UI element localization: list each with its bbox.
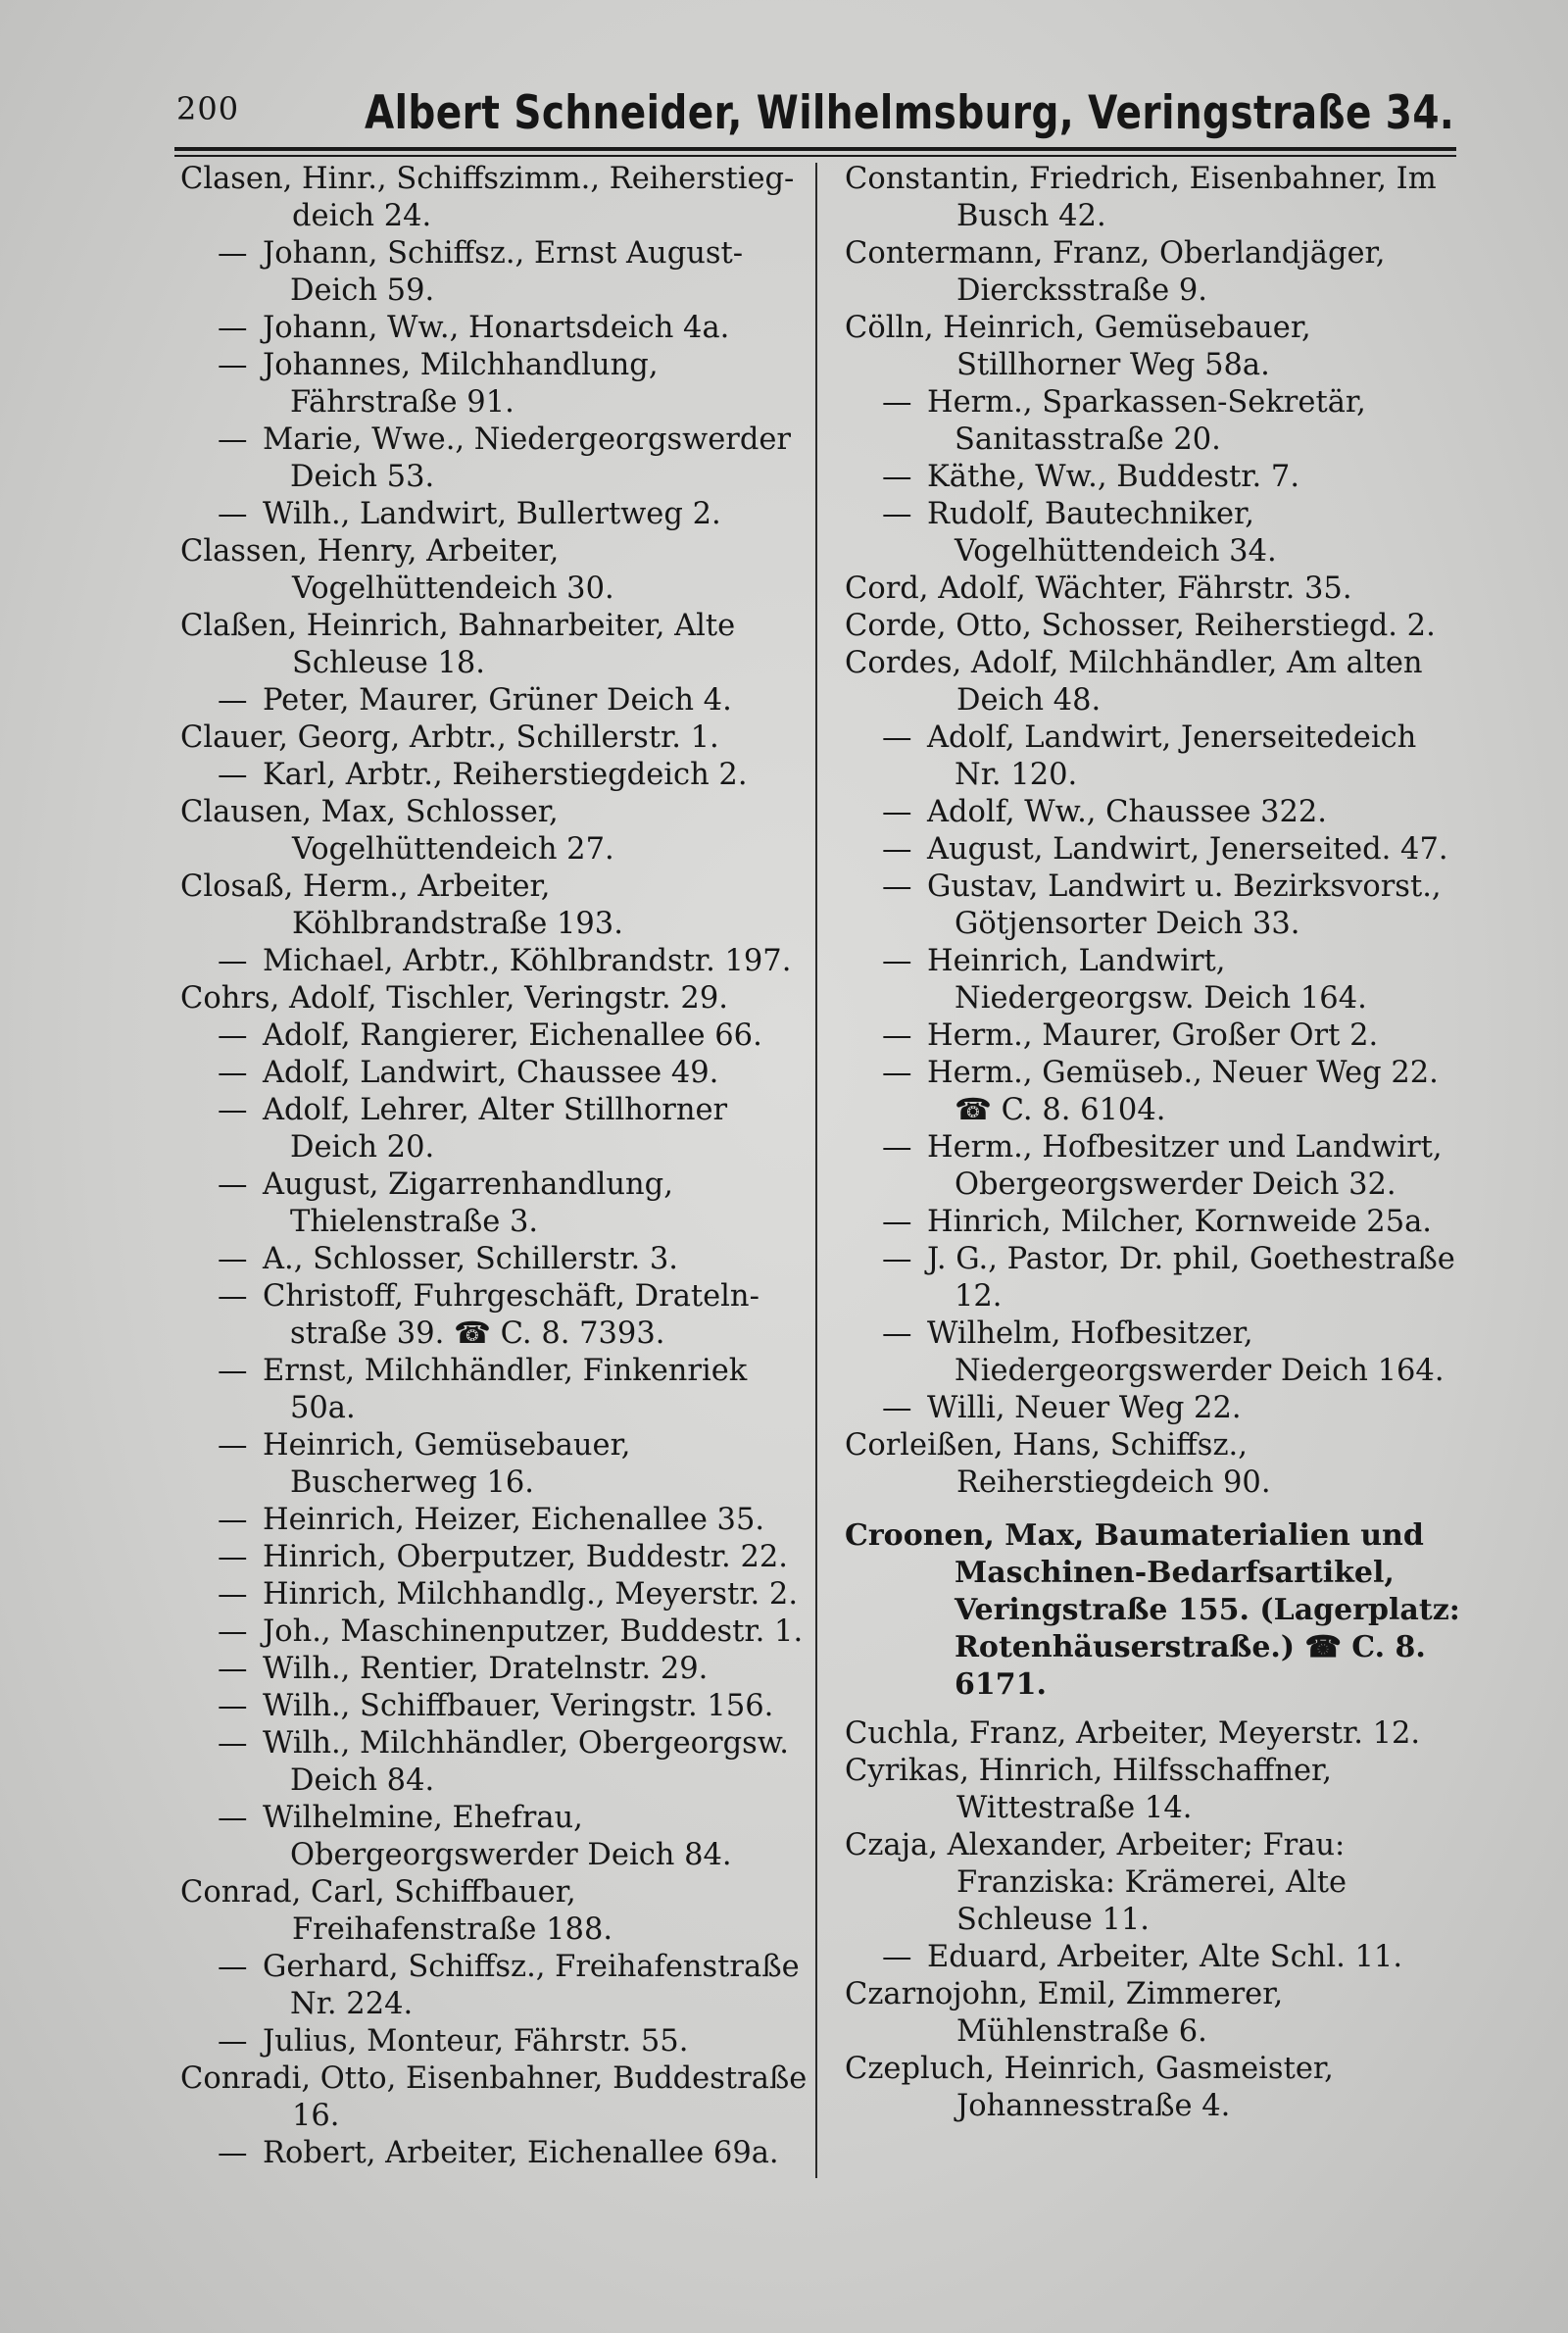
directory-subentry bbox=[180, 310, 808, 347]
directory-entry bbox=[845, 2051, 1462, 2125]
directory-subentry bbox=[180, 943, 808, 980]
entry-text: Christoff, Fuhrgeschäft, Drateln-straße 39. ☎ C. 8. 7393. bbox=[263, 1279, 760, 1351]
ditto-dash: — bbox=[882, 1056, 912, 1090]
ditto-dash: — bbox=[882, 720, 912, 755]
directory-entry bbox=[845, 161, 1462, 235]
ditto-dash: — bbox=[218, 1689, 248, 1723]
directory-subentry bbox=[180, 1949, 808, 2023]
directory-subentry bbox=[180, 682, 808, 720]
ditto-dash: — bbox=[218, 2024, 248, 2059]
directory-advert-entry bbox=[845, 1517, 1462, 1704]
entry-text: Joh., Maschinenputzer, Buddestr. 1. bbox=[263, 1614, 804, 1649]
ditto-dash: — bbox=[882, 460, 912, 494]
directory-subentry bbox=[180, 422, 808, 496]
directory-subentry bbox=[180, 2023, 808, 2060]
entry-text: Gerhard, Schiffsz., Freihafenstraße Nr. 224. bbox=[263, 1950, 800, 2021]
entry-text: Eduard, Arbeiter, Alte Schl. 11. bbox=[927, 1940, 1403, 1974]
ditto-dash: — bbox=[882, 1242, 912, 1276]
directory-subentry bbox=[845, 1315, 1462, 1390]
directory-subentry bbox=[845, 869, 1462, 943]
entry-text: Adolf, Landwirt, Chaussee 49. bbox=[263, 1056, 719, 1090]
ditto-dash: — bbox=[882, 1018, 912, 1053]
directory-entry bbox=[180, 980, 808, 1018]
ditto-dash: — bbox=[218, 1354, 248, 1388]
entry-text: Adolf, Ww., Chaussee 322. bbox=[927, 795, 1327, 829]
directory-subentry bbox=[845, 720, 1462, 794]
directory-subentry bbox=[180, 757, 808, 794]
entry-text: Cohrs, Adolf, Tischler, Veringstr. 29. bbox=[180, 981, 728, 1016]
entry-text: Classen, Henry, Arbeiter, Vogelhüttendeich 30. bbox=[180, 534, 614, 606]
ditto-dash: — bbox=[218, 1801, 248, 1835]
directory-subentry bbox=[845, 384, 1462, 459]
directory-subentry bbox=[845, 1939, 1462, 1976]
ditto-dash: — bbox=[882, 1391, 912, 1425]
directory-entry bbox=[180, 869, 808, 943]
entry-text: Cölln, Heinrich, Gemüsebauer, Stillhorner Weg 58a. bbox=[845, 311, 1311, 382]
entry-text: Johannes, Milchhandlung, Fährstraße 91. bbox=[263, 348, 659, 420]
entry-text: Adolf, Rangierer, Eichenallee 66. bbox=[263, 1018, 762, 1053]
directory-subentry bbox=[180, 1166, 808, 1241]
directory-entry bbox=[180, 161, 808, 235]
entry-text: Herm., Sparkassen-Sekretär, Sanitasstraße 20. bbox=[927, 385, 1366, 457]
entry-text: Wilh., Landwirt, Bullertweg 2. bbox=[263, 497, 721, 531]
directory-subentry bbox=[845, 1018, 1462, 1055]
ditto-dash: — bbox=[218, 1540, 248, 1574]
ditto-dash: — bbox=[882, 497, 912, 531]
entry-text: Heinrich, Heizer, Eichenallee 35. bbox=[263, 1503, 765, 1537]
directory-entry bbox=[845, 310, 1462, 384]
entry-text: Hinrich, Milcher, Kornweide 25a. bbox=[927, 1205, 1433, 1239]
directory-subentry bbox=[845, 1129, 1462, 1204]
ditto-dash: — bbox=[218, 758, 248, 792]
ditto-dash: — bbox=[882, 795, 912, 829]
directory-subentry bbox=[180, 1539, 808, 1576]
entry-text: Hinrich, Oberputzer, Buddestr. 22. bbox=[263, 1540, 788, 1574]
entry-text: Ernst, Milchhändler, Finkenriek 50a. bbox=[263, 1354, 748, 1425]
ditto-dash: — bbox=[218, 1428, 248, 1463]
entry-text: Adolf, Lehrer, Alter Stillhorner Deich 20. bbox=[263, 1093, 728, 1165]
entry-text: Czaja, Alexander, Arbeiter; Frau: Franziska: Krämerei, Alte Schleuse 11. bbox=[845, 1828, 1348, 1937]
entry-text: Peter, Maurer, Grüner Deich 4. bbox=[263, 683, 732, 718]
entry-text: Croonen, Max, Baumaterialien und Maschinen-Bedarfsartikel, Veringstraße 155. (Lagerplatz: Rotenhäuserstraße.) ☎ C. 8. 6171. bbox=[845, 1518, 1460, 1702]
directory-entry bbox=[845, 571, 1462, 608]
directory-subentry bbox=[845, 794, 1462, 831]
directory-entry bbox=[845, 1827, 1462, 1939]
ditto-dash: — bbox=[218, 1056, 248, 1090]
entry-text: Wilh., Rentier, Dratelnstr. 29. bbox=[263, 1652, 709, 1686]
directory-subentry bbox=[180, 1576, 808, 1613]
entry-text: Wilh., Schiffbauer, Veringstr. 156. bbox=[263, 1689, 774, 1723]
ditto-dash: — bbox=[882, 944, 912, 978]
directory-subentry bbox=[180, 235, 808, 310]
ditto-dash: — bbox=[882, 1316, 912, 1351]
directory-subentry bbox=[845, 1204, 1462, 1241]
entry-text: Cordes, Adolf, Milchhändler, Am alten Deich 48. bbox=[845, 646, 1423, 718]
entry-text: Cord, Adolf, Wächter, Fährstr. 35. bbox=[845, 571, 1352, 606]
entry-text: Czarnojohn, Emil, Zimmerer, Mühlenstraße 6. bbox=[845, 1977, 1284, 2049]
directory-subentry bbox=[180, 347, 808, 422]
entry-text: Adolf, Landwirt, Jenerseitedeich Nr. 120. bbox=[927, 720, 1417, 792]
entry-text: Rudolf, Bautechniker, Vogelhüttendeich 34. bbox=[927, 497, 1277, 569]
entry-text: Willi, Neuer Weg 22. bbox=[927, 1391, 1242, 1425]
directory-subentry bbox=[180, 1688, 808, 1725]
entry-text: Michael, Arbtr., Köhlbrandstr. 197. bbox=[263, 944, 792, 978]
directory-subentry bbox=[180, 1502, 808, 1539]
directory-subentry bbox=[180, 1278, 808, 1353]
entry-text: Käthe, Ww., Buddestr. 7. bbox=[927, 460, 1300, 494]
directory-subentry bbox=[845, 496, 1462, 571]
entry-text: Cyrikas, Hinrich, Hilfsschaffner, Wittestraße 14. bbox=[845, 1754, 1332, 1825]
directory-subentry bbox=[845, 943, 1462, 1018]
entry-text: Czepluch, Heinrich, Gasmeister, Johannesstraße 4. bbox=[845, 2052, 1334, 2123]
entry-text: Conradi, Otto, Eisenbahner, Buddestraße 16. bbox=[180, 2061, 808, 2133]
entry-text: Corleißen, Hans, Schiffsz., Reiherstiegdeich 90. bbox=[845, 1428, 1271, 1500]
ditto-dash: — bbox=[882, 869, 912, 904]
entry-text: Wilh., Milchhändler, Obergeorgsw. Deich 84. bbox=[263, 1726, 789, 1798]
directory-subentry bbox=[180, 1800, 808, 1874]
directory-subentry bbox=[180, 1055, 808, 1092]
ditto-dash: — bbox=[218, 311, 248, 345]
right-column bbox=[845, 161, 1462, 2125]
entry-text: Herm., Maurer, Großer Ort 2. bbox=[927, 1018, 1379, 1053]
ditto-dash: — bbox=[218, 1503, 248, 1537]
entry-text: Conrad, Carl, Schiffbauer, Freihafenstraße 188. bbox=[180, 1875, 613, 1947]
entry-text: J. G., Pastor, Dr. phil, Goethestraße 12. bbox=[927, 1242, 1455, 1314]
entry-text: Julius, Monteur, Fährstr. 55. bbox=[263, 2024, 689, 2059]
ditto-dash: — bbox=[218, 1279, 248, 1314]
ditto-dash: — bbox=[218, 1950, 248, 1984]
entry-text: Claßen, Heinrich, Bahnarbeiter, Alte Schleuse 18. bbox=[180, 609, 736, 680]
ditto-dash: — bbox=[218, 1093, 248, 1127]
ditto-dash: — bbox=[218, 1018, 248, 1053]
entry-text: Heinrich, Gemüsebauer, Buscherweg 16. bbox=[263, 1428, 631, 1500]
directory-subentry bbox=[180, 1725, 808, 1800]
directory-entry bbox=[180, 1874, 808, 1949]
entry-text: Heinrich, Landwirt, Niedergeorgsw. Deich 164. bbox=[927, 944, 1367, 1016]
entry-text: Contermann, Franz, Oberlandjäger, Diercksstraße 9. bbox=[845, 236, 1386, 308]
entry-text: Closaß, Herm., Arbeiter, Köhlbrandstraße 193. bbox=[180, 869, 623, 941]
directory-entry bbox=[845, 645, 1462, 720]
ditto-dash: — bbox=[218, 1242, 248, 1276]
directory-entry bbox=[845, 1753, 1462, 1827]
directory-entry bbox=[180, 533, 808, 608]
directory-subentry bbox=[180, 1613, 808, 1651]
entry-text: Herm., Hofbesitzer und Landwirt, Obergeorgswerder Deich 32. bbox=[927, 1130, 1443, 1202]
ditto-dash: — bbox=[218, 497, 248, 531]
entry-text: Johann, Schiffsz., Ernst August-Deich 59. bbox=[263, 236, 744, 308]
ditto-dash: — bbox=[882, 1130, 912, 1165]
header-rule-thin bbox=[174, 155, 1456, 157]
directory-subentry bbox=[845, 1390, 1462, 1427]
directory-subentry bbox=[180, 1241, 808, 1278]
directory-entry bbox=[180, 608, 808, 682]
entry-text: Cuchla, Franz, Arbeiter, Meyerstr. 12. bbox=[845, 1716, 1421, 1751]
ditto-dash: — bbox=[882, 1205, 912, 1239]
directory-entry bbox=[845, 608, 1462, 645]
header-rule-thick bbox=[174, 147, 1456, 151]
ditto-dash: — bbox=[218, 348, 248, 382]
ditto-dash: — bbox=[882, 385, 912, 420]
entry-text: Johann, Ww., Honartsdeich 4a. bbox=[263, 311, 730, 345]
ditto-dash: — bbox=[218, 683, 248, 718]
ditto-dash: — bbox=[218, 1577, 248, 1612]
directory-subentry bbox=[180, 496, 808, 533]
entry-text: Clausen, Max, Schlosser, Vogelhüttendeich 27. bbox=[180, 795, 614, 867]
ditto-dash: — bbox=[218, 944, 248, 978]
directory-entry bbox=[180, 794, 808, 869]
directory-subentry bbox=[845, 1241, 1462, 1315]
ditto-dash: — bbox=[882, 832, 912, 867]
ditto-dash: — bbox=[218, 1614, 248, 1649]
directory-entry bbox=[180, 720, 808, 757]
entry-text: Karl, Arbtr., Reiherstiegdeich 2. bbox=[263, 758, 748, 792]
directory-subentry bbox=[180, 1353, 808, 1427]
ditto-dash: — bbox=[218, 1167, 248, 1202]
directory-subentry bbox=[180, 1092, 808, 1166]
directory-subentry bbox=[845, 1055, 1462, 1129]
entry-text: Clauer, Georg, Arbtr., Schillerstr. 1. bbox=[180, 720, 719, 755]
entry-text: August, Landwirt, Jenerseited. 47. bbox=[927, 832, 1448, 867]
entry-text: Constantin, Friedrich, Eisenbahner, Im Busch 42. bbox=[845, 162, 1437, 233]
entry-text: August, Zigarrenhandlung, Thielenstraße 3. bbox=[263, 1167, 673, 1239]
left-column bbox=[180, 161, 808, 2172]
entry-text: Corde, Otto, Schosser, Reiherstiegd. 2. bbox=[845, 609, 1436, 643]
entry-text: Wilhelmine, Ehefrau, Obergeorgswerder Deich 84. bbox=[263, 1801, 732, 1872]
ditto-dash: — bbox=[882, 1940, 912, 1974]
ditto-dash: — bbox=[218, 1726, 248, 1761]
entry-text: Robert, Arbeiter, Eichenallee 69a. bbox=[263, 2136, 779, 2170]
entry-text: A., Schlosser, Schillerstr. 3. bbox=[263, 1242, 678, 1276]
ditto-dash: — bbox=[218, 1652, 248, 1686]
column-divider bbox=[815, 163, 817, 2178]
directory-entry bbox=[845, 1715, 1462, 1753]
directory-subentry bbox=[180, 2135, 808, 2172]
entry-text: Gustav, Landwirt u. Bezirksvorst., Götjensorter Deich 33. bbox=[927, 869, 1442, 941]
entry-text: Marie, Wwe., Niedergeorgswerder Deich 53. bbox=[263, 422, 792, 494]
directory-entry bbox=[845, 1427, 1462, 1502]
entry-text: Wilhelm, Hofbesitzer, Niedergeorgswerder Deich 164. bbox=[927, 1316, 1445, 1388]
running-head: Albert Schneider, Wilhelmsburg, Veringstraße 34. bbox=[365, 86, 1455, 140]
entry-text: Clasen, Hinr., Schiffszimm., Reiherstieg-deich 24. bbox=[180, 162, 795, 233]
ditto-dash: — bbox=[218, 422, 248, 457]
directory-entry bbox=[845, 1976, 1462, 2051]
directory-subentry bbox=[180, 1651, 808, 1688]
directory-subentry bbox=[845, 831, 1462, 869]
page-number: 200 bbox=[176, 90, 240, 127]
ditto-dash: — bbox=[218, 236, 248, 271]
directory-entry bbox=[845, 235, 1462, 310]
directory-subentry bbox=[180, 1018, 808, 1055]
directory-entry bbox=[180, 2060, 808, 2135]
entry-text: Hinrich, Milchhandlg., Meyerstr. 2. bbox=[263, 1577, 799, 1612]
ditto-dash: — bbox=[218, 2136, 248, 2170]
entry-text: Herm., Gemüseb., Neuer Weg 22. ☎ C. 8. 6104. bbox=[927, 1056, 1439, 1127]
directory-subentry bbox=[845, 459, 1462, 496]
directory-subentry bbox=[180, 1427, 808, 1502]
